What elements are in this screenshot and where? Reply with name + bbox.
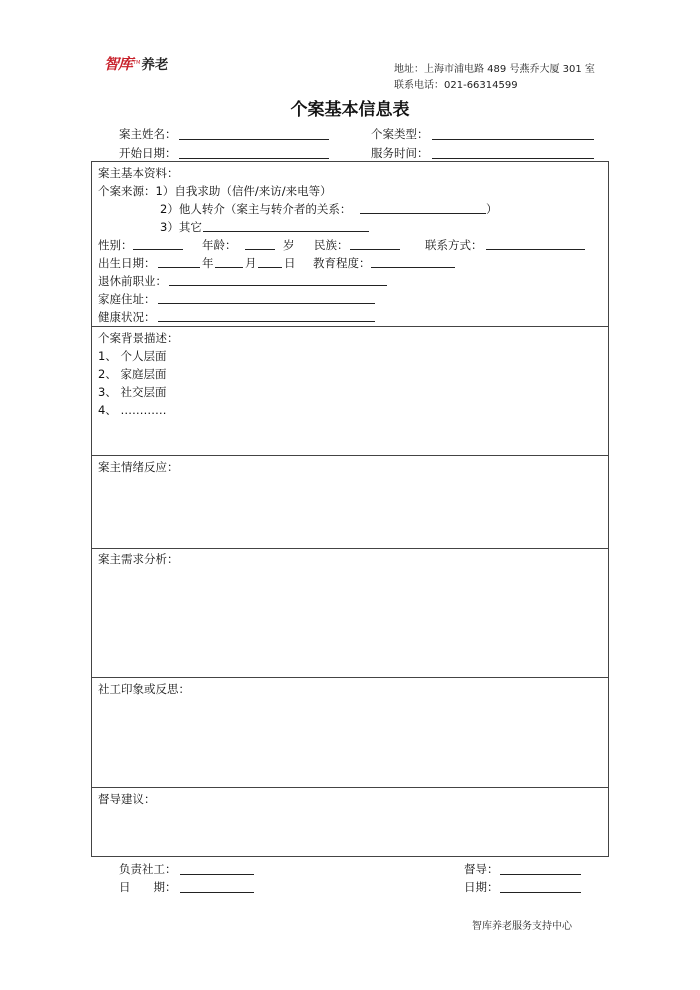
source-option-3: 3）其它 — [160, 220, 202, 234]
source-option-2: 2）他人转介（案主与转介者的关系： — [160, 202, 352, 216]
age-label: 年龄： — [202, 238, 237, 252]
contact-field[interactable] — [486, 249, 585, 250]
health-field[interactable] — [158, 321, 375, 322]
background-heading: 个案背景描述： — [98, 331, 179, 345]
education-field[interactable] — [371, 267, 455, 268]
ethnicity-label: 民族： — [314, 238, 349, 252]
supervisor-label: 督导： — [464, 862, 499, 876]
divider — [91, 548, 609, 549]
ethnicity-field[interactable] — [350, 249, 400, 250]
supervisor-date-label: 日期： — [464, 880, 499, 894]
worker-date-label: 日 期： — [119, 880, 177, 894]
home-address-field[interactable] — [158, 303, 375, 304]
education-label: 教育程度： — [313, 256, 371, 270]
worker-field[interactable] — [180, 874, 254, 875]
worker-label: 负责社工： — [119, 862, 177, 876]
service-time-field[interactable] — [432, 158, 594, 159]
basic-info-heading: 案主基本资料： — [98, 166, 179, 180]
logo-mark: 智库 — [104, 54, 133, 73]
trademark-icon: TM — [133, 60, 141, 66]
emotion-heading: 案主情绪反应： — [98, 460, 179, 474]
birth-year-field[interactable] — [158, 267, 200, 268]
case-type-label: 个案类型： — [371, 127, 429, 141]
needs-heading: 案主需求分析： — [98, 552, 179, 566]
worker-date-field[interactable] — [180, 892, 254, 893]
birth-day-unit: 日 — [284, 256, 296, 270]
home-address-label: 家庭住址： — [98, 292, 156, 306]
header-address: 地址：上海市浦电路 489 号燕乔大厦 301 室 — [394, 64, 595, 75]
age-unit: 岁 — [283, 238, 295, 252]
divider — [91, 787, 609, 788]
divider — [91, 677, 609, 678]
birth-day-field[interactable] — [258, 267, 282, 268]
gender-label: 性别： — [98, 238, 133, 252]
list-item: 3、 社交层面 — [98, 385, 167, 399]
age-field[interactable] — [245, 249, 275, 250]
source-option-1: 个案来源：1）自我求助（信件/来访/来电等） — [98, 184, 332, 198]
page-title: 个案基本信息表 — [290, 100, 410, 120]
logo — [104, 50, 168, 76]
client-name-label: 案主姓名： — [119, 127, 177, 141]
reflection-heading: 社工印象或反思： — [98, 682, 190, 696]
supervisor-field[interactable] — [500, 874, 581, 875]
logo-text: 养老 — [141, 57, 169, 73]
occupation-label: 退休前职业： — [98, 274, 167, 288]
source-other-field[interactable] — [203, 231, 369, 232]
start-date-label: 开始日期： — [119, 146, 177, 160]
health-label: 健康状况： — [98, 310, 156, 324]
footer-org: 智库养老服务支持中心 — [472, 921, 572, 932]
service-time-label: 服务时间： — [371, 146, 429, 160]
gender-field[interactable] — [133, 249, 183, 250]
list-item: 1、 个人层面 — [98, 349, 167, 363]
referrer-relation-field[interactable] — [360, 213, 486, 214]
list-item: 4、 ………… — [98, 403, 167, 417]
birth-month-field[interactable] — [215, 267, 243, 268]
birth-month-unit: 月 — [245, 256, 257, 270]
client-name-field[interactable] — [179, 139, 329, 140]
list-item: 2、 家庭层面 — [98, 367, 167, 381]
divider — [91, 455, 609, 456]
supervisor-date-field[interactable] — [500, 892, 581, 893]
birth-date-label: 出生日期： — [98, 256, 156, 270]
header-phone: 联系电话：021-66314599 — [394, 80, 518, 91]
supervision-heading: 督导建议： — [98, 792, 156, 806]
divider — [91, 326, 609, 327]
source-option-2-close: ） — [486, 202, 498, 216]
case-type-field[interactable] — [432, 139, 594, 140]
birth-year-unit: 年 — [202, 256, 214, 270]
contact-label: 联系方式： — [425, 238, 483, 252]
start-date-field[interactable] — [179, 158, 329, 159]
occupation-field[interactable] — [169, 285, 387, 286]
